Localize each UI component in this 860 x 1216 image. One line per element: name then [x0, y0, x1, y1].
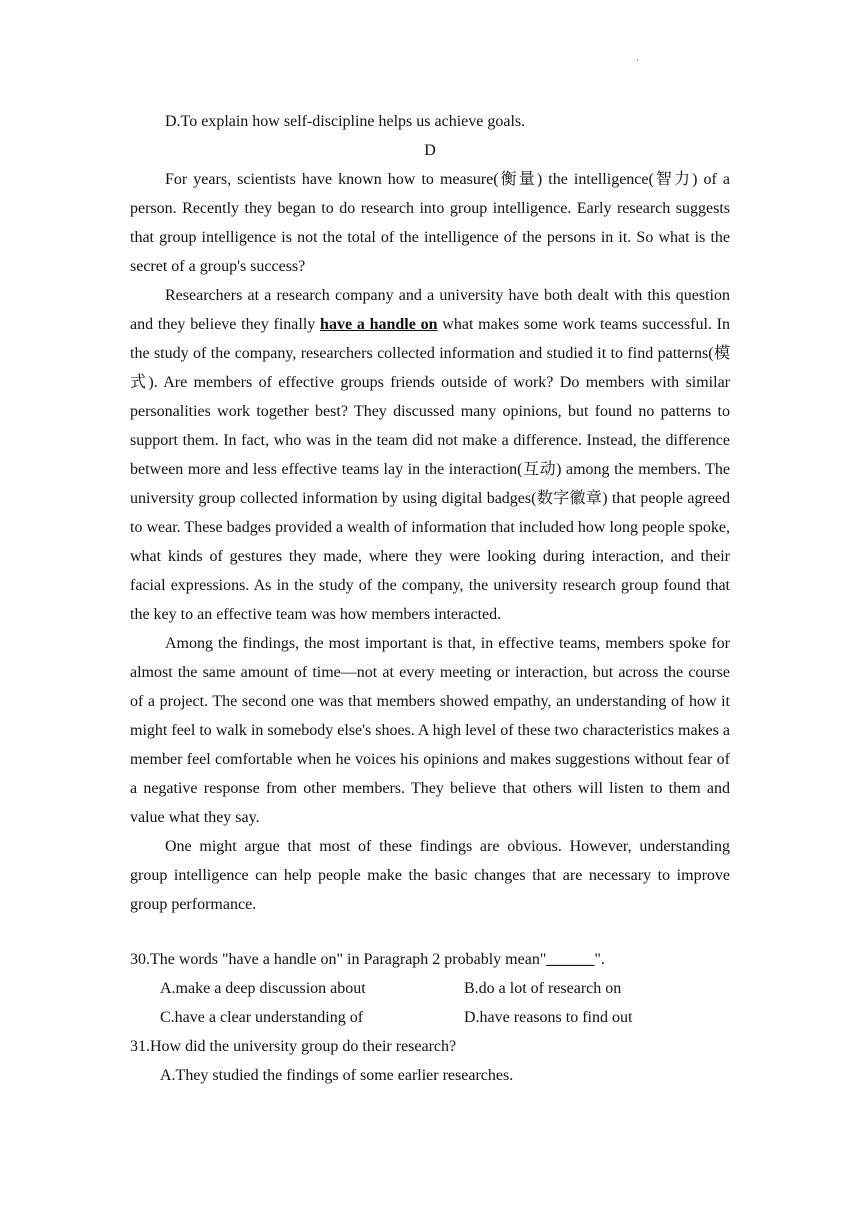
paragraph-4: One might argue that most of these findings are obvious. However, understanding group intelligence can help people make the basic changes that are necessary to improve group performance. — [130, 838, 730, 913]
paragraph-2-after: what makes some work teams successful. In the study of the company, researchers collected information and studied it to find patterns(模式). Are members of effective groups friends outside of work? Do members with similar personalities work together best? They discussed many opinions, but found no patterns to support them. In fact, who was in the team did not make a difference. Instead, the difference between more and less effective teams lay in the interaction(互动) among the members. The university group collected information by using digital badges(数字徽章) that people agreed to wear. These badges provided a wealth of information that included how long people spoke, what kinds of gestures they made, where they were looking during interaction, and their facial expressions. As in the study of the company, the university research group found that the key to an effective team was how members interacted. — [130, 316, 731, 623]
option-c: C.have a clear understanding of — [160, 1009, 364, 1026]
option-a: A.They studied the findings of some earlier researches. — [160, 1067, 514, 1084]
questions — [130, 945, 750, 1090]
option-d: D.have reasons to find out — [464, 1009, 633, 1026]
header-mark: · — [636, 56, 640, 67]
paragraph-1: For years, scientists have known how to measure(衡量) the intelligence(智力) of a person. Recently they began to do research into group intelligence. Early research suggests that group intelligence is not the total of the intelligence of the persons in it. So what is the secret of a group's success? — [130, 171, 730, 275]
underlined-phrase: have a handle on — [320, 316, 438, 333]
question-30-options-row-1 — [130, 974, 750, 1003]
previous-question-option-d: D.To explain how self-discipline helps us achieve goals. — [165, 113, 526, 130]
question-31-option-a — [130, 1061, 750, 1090]
option-b: B.do a lot of research on — [464, 980, 622, 997]
passage-content — [130, 107, 730, 919]
paragraph-2-before: Researchers at a research company and a university have both dealt with this question and they believe they finally — [130, 287, 730, 333]
answer-blank: ______ — [546, 951, 595, 968]
option-a: A.make a deep discussion about — [160, 980, 366, 997]
question-30-options-row-2 — [130, 1003, 750, 1032]
question-30-stem — [130, 945, 750, 974]
question-31-stem: 31.How did the university group do their research? — [130, 1038, 457, 1055]
paragraph-3: Among the findings, the most important is that, in effective teams, members spoke for almost the same amount of time—not at every meeting or interaction, but across the course of a project. The second one was that members showed empathy, an understanding of how it might feel to walk in somebody else's shoes. A high level of these two characteristics makes a member feel comfortable when he voices his opinions and makes suggestions without fear of a negative response from other members. They believe that others will listen to them and value what they say. — [130, 635, 730, 826]
paragraph-2 — [130, 281, 730, 629]
section-label: D — [424, 142, 436, 159]
question-30-stem-text: 30.The words "have a handle on" in Paragraph 2 probably mean" — [130, 951, 547, 968]
question-30-stem-end: ". — [594, 951, 605, 968]
